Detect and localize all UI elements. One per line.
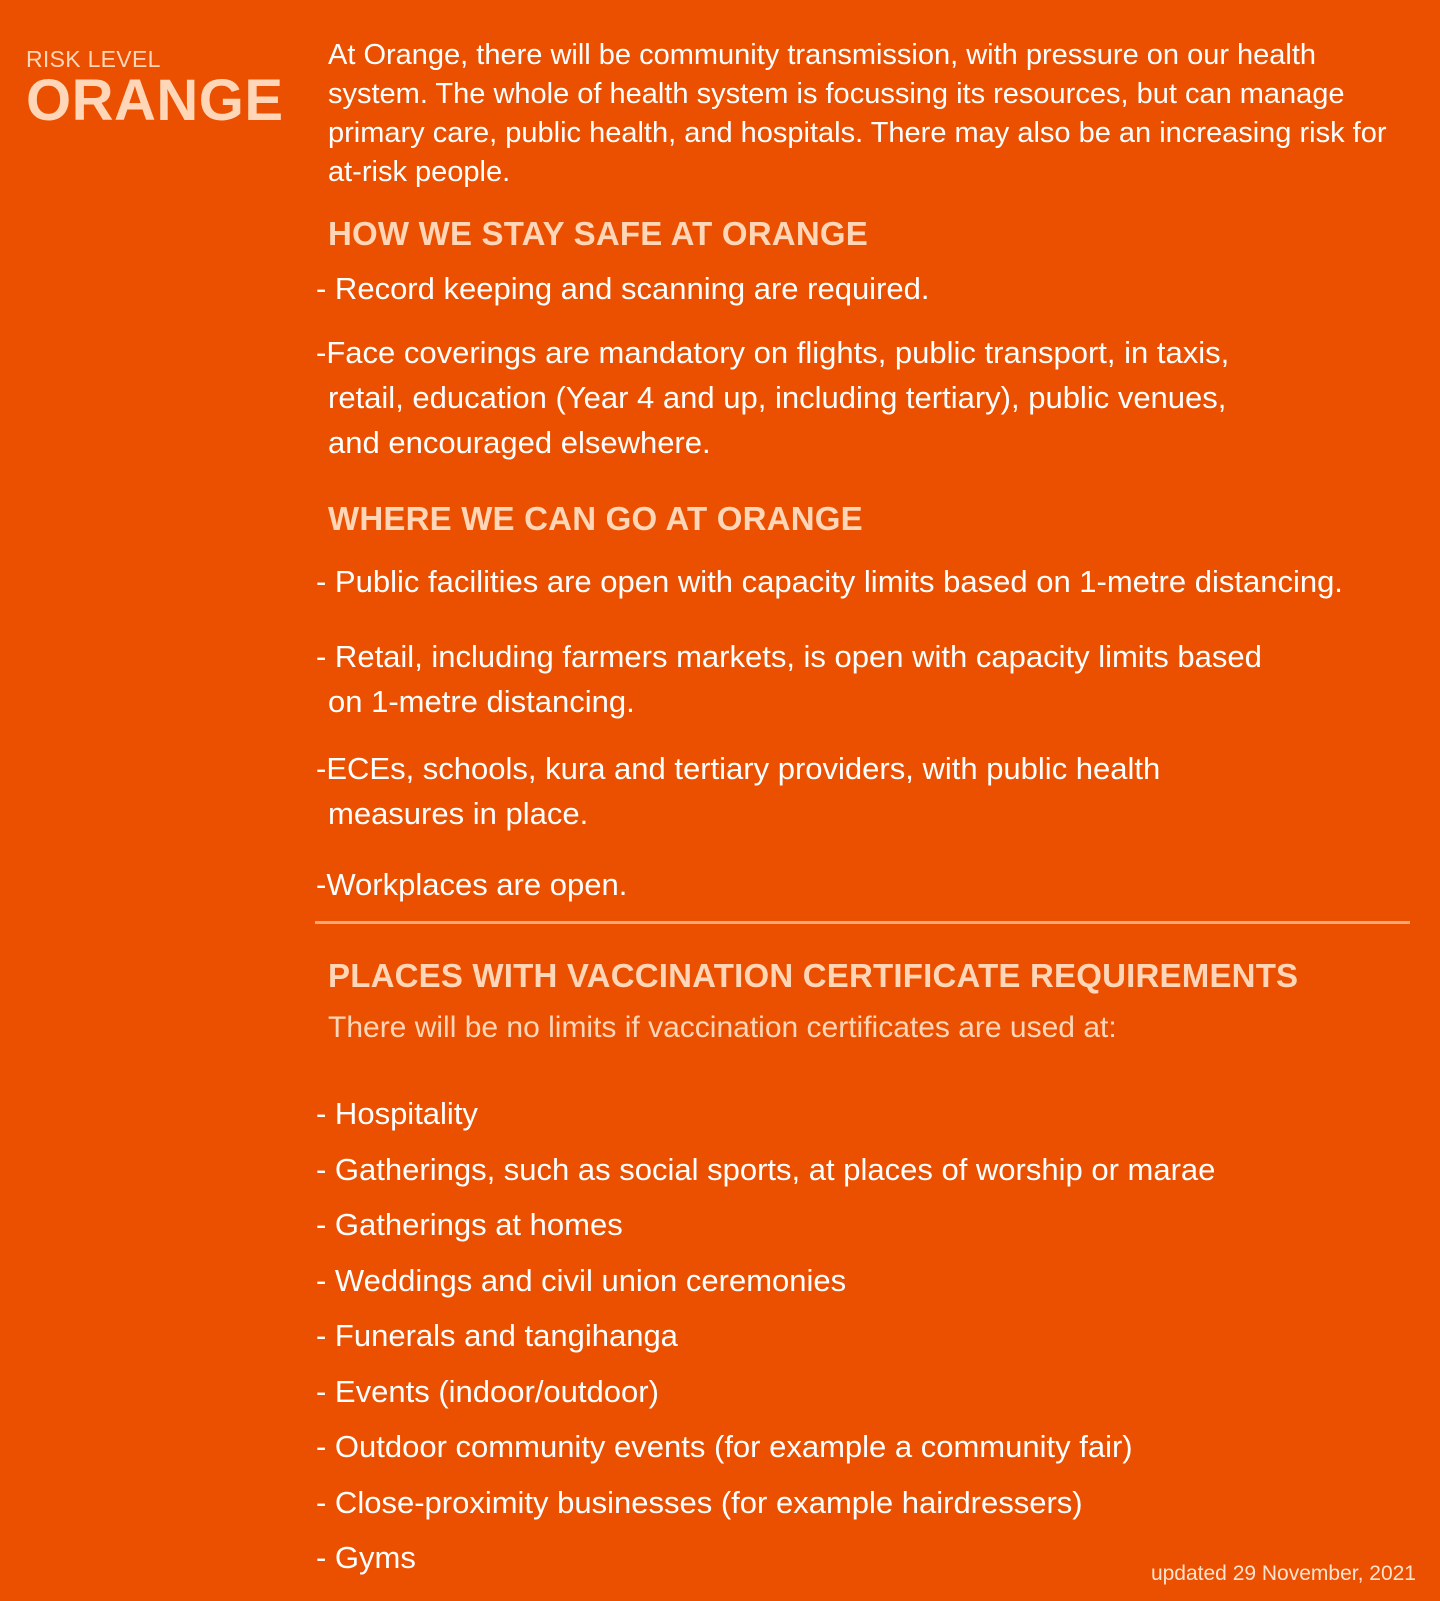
go-item: -Workplaces are open. [316, 867, 628, 902]
vaccine-item: - Weddings and civil union ceremonies [316, 1263, 847, 1298]
vaccine-item: - Outdoor community events (for example a community fair) [316, 1429, 1133, 1464]
go-item-line: -ECEs, schools, kura and tertiary providers, with public health [316, 751, 1161, 786]
vaccine-heading: PLACES WITH VACCINATION CERTIFICATE REQUIREMENTS [328, 957, 1299, 994]
go-heading: WHERE WE CAN GO AT ORANGE [328, 500, 863, 537]
risk-level-name: ORANGE [26, 68, 284, 133]
safe-item-line: retail, education (Year 4 and up, including tertiary), public venues, [328, 380, 1227, 415]
go-item [316, 634, 1426, 724]
vaccine-item: - Gatherings at homes [316, 1207, 623, 1242]
vaccine-item: - Funerals and tangihanga [316, 1318, 678, 1353]
safe-heading: HOW WE STAY SAFE AT ORANGE [328, 215, 868, 252]
go-item [316, 746, 1426, 836]
safe-item-line: -Face coverings are mandatory on flights, public transport, in taxis, [316, 335, 1230, 370]
section-divider [315, 921, 1410, 924]
go-item-line: on 1-metre distancing. [328, 684, 635, 719]
risk-level-block [26, 46, 284, 133]
go-item-line: - Retail, including farmers markets, is open with capacity limits based [316, 639, 1262, 674]
safe-item [316, 330, 1426, 465]
safe-item-line: and encouraged elsewhere. [328, 425, 711, 460]
go-item: - Public facilities are open with capacity limits based on 1-metre distancing. [316, 564, 1343, 599]
go-item-line: measures in place. [328, 796, 589, 831]
vaccine-subtext: There will be no limits if vaccination certificates are used at: [328, 1011, 1117, 1044]
vaccine-item: - Hospitality [316, 1096, 478, 1131]
intro-paragraph: At Orange, there will be community transmission, with pressure on our health system. The whole of health system is focussing its resources, but can manage primary care, public health, and hospitals. There may also be an increasing risk for at-risk people. [328, 39, 1387, 188]
vaccine-item: - Close-proximity businesses (for example hairdressers) [316, 1485, 1083, 1520]
vaccine-item: - Gyms [316, 1540, 416, 1575]
safe-item: - Record keeping and scanning are required. [316, 271, 930, 306]
risk-level-label: RISK LEVEL [26, 46, 161, 72]
vaccine-item: - Events (indoor/outdoor) [316, 1374, 659, 1409]
vaccine-item: - Gatherings, such as social sports, at places of worship or marae [316, 1152, 1216, 1187]
updated-date: updated 29 November, 2021 [1150, 1562, 1416, 1585]
